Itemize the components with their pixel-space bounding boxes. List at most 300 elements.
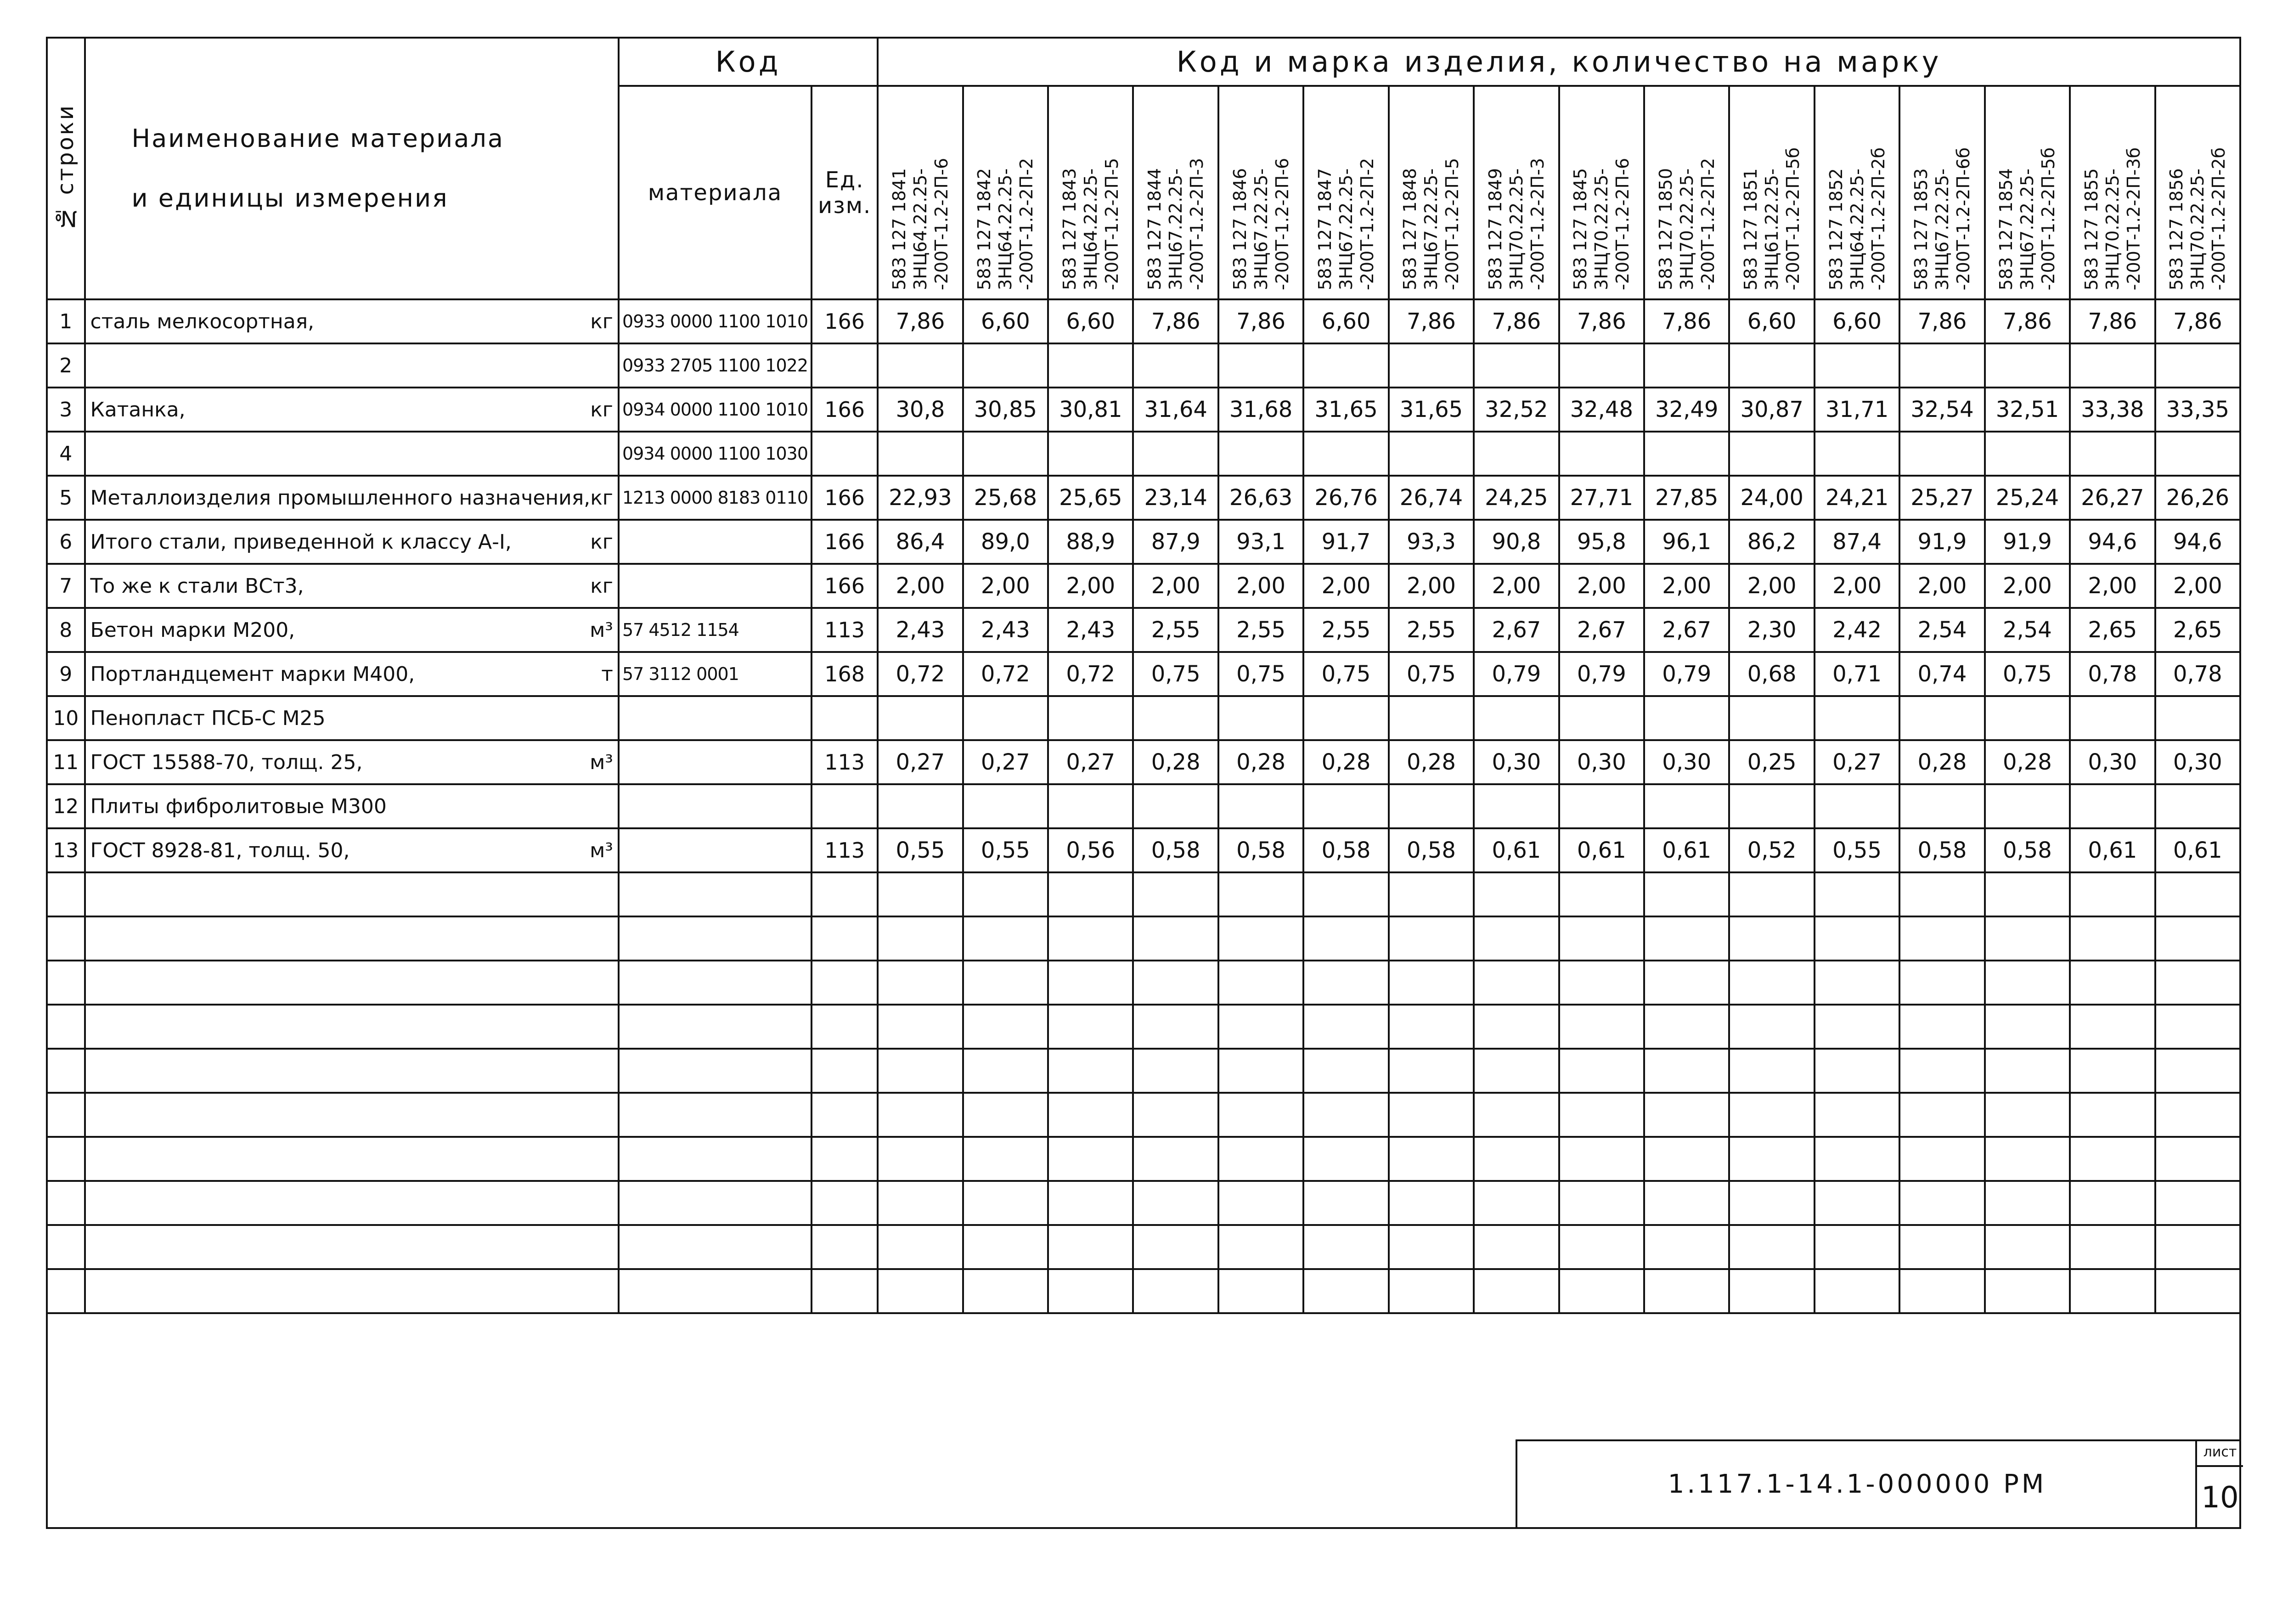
- quantity-cell: 91,7: [1303, 520, 1388, 564]
- quantity-cell: 26,74: [1389, 476, 1474, 520]
- materials-table: [46, 37, 2241, 1314]
- empty-cell: [1899, 1093, 1984, 1137]
- quantity-cell: 0,75: [1389, 652, 1474, 696]
- quantity-cell: [1048, 432, 1133, 476]
- empty-cell: [2155, 1225, 2240, 1269]
- empty-cell: [1303, 872, 1388, 916]
- empty-cell: [1729, 961, 1814, 1005]
- empty-cell: [1218, 916, 1303, 961]
- quantity-cell: 0,30: [1474, 740, 1559, 784]
- empty-row: [47, 1225, 2240, 1269]
- quantity-cell: 24,00: [1729, 476, 1814, 520]
- quantity-cell: 23,14: [1133, 476, 1218, 520]
- empty-cell: [1389, 961, 1474, 1005]
- empty-cell: [1048, 1137, 1133, 1181]
- row-number: 12: [47, 784, 85, 828]
- material-name-text: Бетон марки М200,: [90, 618, 295, 642]
- quantity-cell: 2,00: [1048, 564, 1133, 608]
- empty-row: [47, 872, 2240, 916]
- quantity-cell: [1729, 784, 1814, 828]
- empty-cell: [85, 1225, 619, 1269]
- empty-cell: [1048, 1225, 1133, 1269]
- empty-cell: [1218, 1269, 1303, 1313]
- table-row: [47, 740, 2240, 784]
- empty-cell: [1048, 872, 1133, 916]
- quantity-cell: 0,79: [1474, 652, 1559, 696]
- quantity-cell: 0,27: [1048, 740, 1133, 784]
- empty-cell: [1644, 961, 1729, 1005]
- quantity-cell: 7,86: [1899, 299, 1984, 343]
- material-name-text: сталь мелкосортная,: [90, 309, 315, 333]
- quantity-cell: 2,00: [1815, 564, 1899, 608]
- quantity-cell: 2,43: [878, 608, 963, 652]
- empty-cell: [1815, 1049, 1899, 1093]
- product-column-header: 583 127 1851 3НЦ61.22.25- -200Т-1.2-2П-5б: [1729, 86, 1814, 299]
- quantity-cell: [1985, 784, 2070, 828]
- title-block: [1516, 1439, 2241, 1529]
- empty-cell: [619, 1181, 812, 1225]
- quantity-cell: 0,58: [1218, 828, 1303, 872]
- quantity-cell: 2,00: [963, 564, 1048, 608]
- empty-cell: [619, 1269, 812, 1313]
- empty-cell: [1218, 1093, 1303, 1137]
- empty-cell: [1048, 1269, 1133, 1313]
- empty-cell: [619, 1093, 812, 1137]
- quantity-cell: 2,00: [878, 564, 963, 608]
- quantity-cell: 93,1: [1218, 520, 1303, 564]
- empty-cell: [2070, 872, 2155, 916]
- quantity-cell: 0,55: [1815, 828, 1899, 872]
- empty-cell: [1474, 872, 1559, 916]
- quantity-cell: 7,86: [1133, 299, 1218, 343]
- quantity-cell: 2,55: [1389, 608, 1474, 652]
- quantity-cell: 7,86: [2070, 299, 2155, 343]
- empty-cell: [1559, 916, 1644, 961]
- quantity-cell: 0,74: [1899, 652, 1984, 696]
- empty-cell: [1303, 1137, 1388, 1181]
- empty-cell: [963, 1225, 1048, 1269]
- product-column-header: 583 127 1850 3НЦ70.22.25- -200Т-1.2-2П-2: [1644, 86, 1729, 299]
- empty-cell: [85, 1269, 619, 1313]
- unit-code: 166: [812, 388, 878, 432]
- empty-cell: [1303, 1093, 1388, 1137]
- material-code: [619, 828, 812, 872]
- empty-cell: [619, 1225, 812, 1269]
- quantity-cell: 0,72: [1048, 652, 1133, 696]
- quantity-cell: 2,00: [1389, 564, 1474, 608]
- empty-cell: [1815, 1137, 1899, 1181]
- empty-cell: [1389, 1005, 1474, 1049]
- quantity-cell: [1303, 784, 1388, 828]
- quantity-cell: 0,28: [1218, 740, 1303, 784]
- empty-cell: [85, 1137, 619, 1181]
- empty-cell: [1559, 1093, 1644, 1137]
- quantity-cell: 0,75: [1133, 652, 1218, 696]
- quantity-cell: 0,30: [1559, 740, 1644, 784]
- empty-cell: [812, 1049, 878, 1093]
- unit-symbol: т: [601, 662, 613, 686]
- empty-cell: [1133, 1225, 1218, 1269]
- quantity-cell: [1474, 343, 1559, 388]
- quantity-cell: 0,58: [1899, 828, 1984, 872]
- empty-cell: [1218, 1225, 1303, 1269]
- quantity-cell: [1644, 696, 1729, 740]
- empty-cell: [1048, 1093, 1133, 1137]
- quantity-cell: 90,8: [1474, 520, 1559, 564]
- quantity-cell: 7,86: [1474, 299, 1559, 343]
- quantity-cell: [1815, 432, 1899, 476]
- header-row-number: № строки: [47, 38, 85, 299]
- quantity-cell: [1389, 343, 1474, 388]
- empty-cell: [812, 1137, 878, 1181]
- empty-cell: [85, 1005, 619, 1049]
- quantity-cell: 2,00: [1474, 564, 1559, 608]
- empty-cell: [812, 1225, 878, 1269]
- quantity-cell: 0,58: [1389, 828, 1474, 872]
- unit-symbol: кг: [590, 530, 613, 554]
- empty-cell: [47, 1225, 85, 1269]
- quantity-cell: [1559, 432, 1644, 476]
- empty-cell: [2155, 1005, 2240, 1049]
- empty-cell: [1048, 1181, 1133, 1225]
- quantity-cell: 32,54: [1899, 388, 1984, 432]
- empty-cell: [1644, 1005, 1729, 1049]
- quantity-cell: [963, 784, 1048, 828]
- product-column-header: 583 127 1846 3НЦ67.22.25- -200Т-1.2-2П-6: [1218, 86, 1303, 299]
- empty-cell: [1389, 872, 1474, 916]
- quantity-cell: [1899, 343, 1984, 388]
- empty-cell: [2070, 916, 2155, 961]
- quantity-cell: [2155, 432, 2240, 476]
- quantity-cell: [1729, 696, 1814, 740]
- quantity-cell: [1899, 696, 1984, 740]
- quantity-cell: 2,43: [963, 608, 1048, 652]
- unit-symbol: кг: [590, 398, 613, 421]
- empty-cell: [1389, 1225, 1474, 1269]
- quantity-cell: 87,4: [1815, 520, 1899, 564]
- quantity-cell: 0,55: [963, 828, 1048, 872]
- quantity-cell: 26,63: [1218, 476, 1303, 520]
- quantity-cell: [1218, 432, 1303, 476]
- quantity-cell: 0,79: [1644, 652, 1729, 696]
- quantity-cell: 2,00: [1729, 564, 1814, 608]
- quantity-cell: 26,27: [2070, 476, 2155, 520]
- empty-cell: [1985, 1269, 2070, 1313]
- empty-cell: [1985, 1225, 2070, 1269]
- quantity-cell: [1218, 784, 1303, 828]
- quantity-cell: 25,68: [963, 476, 1048, 520]
- empty-cell: [1985, 1137, 2070, 1181]
- quantity-cell: 0,28: [1899, 740, 1984, 784]
- empty-cell: [812, 872, 878, 916]
- empty-cell: [1389, 1093, 1474, 1137]
- table-row: [47, 608, 2240, 652]
- material-code: 57 3112 0001: [619, 652, 812, 696]
- empty-cell: [2155, 1269, 2240, 1313]
- quantity-cell: [1474, 784, 1559, 828]
- quantity-cell: 2,55: [1303, 608, 1388, 652]
- quantity-cell: [2155, 696, 2240, 740]
- quantity-cell: [1303, 343, 1388, 388]
- table-row: [47, 696, 2240, 740]
- empty-cell: [878, 961, 963, 1005]
- quantity-cell: 2,30: [1729, 608, 1814, 652]
- quantity-cell: [1389, 696, 1474, 740]
- quantity-cell: 32,52: [1474, 388, 1559, 432]
- empty-cell: [47, 1269, 85, 1313]
- quantity-cell: 0,28: [1303, 740, 1388, 784]
- quantity-cell: [1899, 432, 1984, 476]
- empty-cell: [85, 1093, 619, 1137]
- empty-cell: [1644, 1137, 1729, 1181]
- row-number: 1: [47, 299, 85, 343]
- quantity-cell: [1048, 696, 1133, 740]
- material-name: [85, 652, 619, 696]
- quantity-cell: 2,42: [1815, 608, 1899, 652]
- empty-cell: [1899, 872, 1984, 916]
- empty-cell: [619, 1005, 812, 1049]
- empty-cell: [1815, 1093, 1899, 1137]
- unit-symbol: м³: [590, 618, 613, 642]
- empty-cell: [963, 1269, 1048, 1313]
- empty-cell: [1985, 1093, 2070, 1137]
- unit-code: [812, 696, 878, 740]
- empty-cell: [963, 1181, 1048, 1225]
- material-name-text: ГОСТ 8928-81, толщ. 50,: [90, 838, 350, 862]
- material-name: [85, 696, 619, 740]
- empty-cell: [878, 1225, 963, 1269]
- unit-code: 166: [812, 299, 878, 343]
- material-name: [85, 828, 619, 872]
- unit-symbol: кг: [590, 486, 613, 510]
- empty-row: [47, 961, 2240, 1005]
- product-column-header: 583 127 1843 3НЦ64.22.25- -200Т-1.2-2П-5: [1048, 86, 1133, 299]
- empty-cell: [2070, 961, 2155, 1005]
- quantity-cell: 7,86: [1644, 299, 1729, 343]
- quantity-cell: [878, 784, 963, 828]
- unit-code: [812, 432, 878, 476]
- material-code: 0933 2705 1100 1022: [619, 343, 812, 388]
- quantity-cell: 0,56: [1048, 828, 1133, 872]
- quantity-cell: 0,61: [1559, 828, 1644, 872]
- quantity-cell: 0,27: [1815, 740, 1899, 784]
- empty-cell: [1899, 1181, 1984, 1225]
- empty-cell: [1729, 1093, 1814, 1137]
- empty-cell: [1644, 1093, 1729, 1137]
- empty-cell: [1729, 1181, 1814, 1225]
- empty-cell: [1133, 1181, 1218, 1225]
- material-code: [619, 696, 812, 740]
- quantity-cell: [2070, 696, 2155, 740]
- document-code: 1.117.1-14.1-000000 РМ: [1516, 1439, 2197, 1529]
- product-column-header: 583 127 1848 3НЦ67.22.25- -200Т-1.2-2П-5: [1389, 86, 1474, 299]
- quantity-cell: 91,9: [1985, 520, 2070, 564]
- table-row: [47, 564, 2240, 608]
- empty-cell: [1729, 1005, 1814, 1049]
- quantity-cell: 0,30: [1644, 740, 1729, 784]
- empty-cell: [47, 1049, 85, 1093]
- row-number: 2: [47, 343, 85, 388]
- empty-cell: [1644, 1181, 1729, 1225]
- unit-symbol: м³: [590, 750, 613, 774]
- empty-cell: [1303, 1269, 1388, 1313]
- quantity-cell: [1729, 432, 1814, 476]
- empty-cell: [1048, 961, 1133, 1005]
- quantity-cell: 0,71: [1815, 652, 1899, 696]
- quantity-cell: 6,60: [963, 299, 1048, 343]
- product-column-header: 583 127 1841 3НЦ64.22.25- -200Т-1.2-2П-6: [878, 86, 963, 299]
- material-name: [85, 740, 619, 784]
- empty-cell: [85, 1181, 619, 1225]
- empty-cell: [1474, 1225, 1559, 1269]
- unit-symbol: кг: [590, 574, 613, 598]
- material-name: [85, 343, 619, 388]
- material-code: 0934 0000 1100 1010: [619, 388, 812, 432]
- empty-cell: [1474, 1005, 1559, 1049]
- quantity-cell: 30,8: [878, 388, 963, 432]
- empty-cell: [812, 1093, 878, 1137]
- empty-cell: [812, 1181, 878, 1225]
- quantity-cell: 27,71: [1559, 476, 1644, 520]
- header-code: Код: [619, 38, 878, 86]
- quantity-cell: [1985, 696, 2070, 740]
- quantity-cell: 6,60: [1815, 299, 1899, 343]
- material-name: [85, 608, 619, 652]
- empty-cell: [1815, 961, 1899, 1005]
- empty-row: [47, 1093, 2240, 1137]
- product-column-header: 583 127 1844 3НЦ67.22.25- -200Т-1.2-2П-3: [1133, 86, 1218, 299]
- empty-cell: [1899, 916, 1984, 961]
- empty-cell: [619, 1049, 812, 1093]
- empty-cell: [1815, 1181, 1899, 1225]
- quantity-cell: 0,78: [2155, 652, 2240, 696]
- quantity-cell: 26,76: [1303, 476, 1388, 520]
- empty-cell: [878, 1181, 963, 1225]
- empty-cell: [2155, 1093, 2240, 1137]
- empty-cell: [1729, 1269, 1814, 1313]
- unit-code: [812, 343, 878, 388]
- empty-cell: [2070, 1049, 2155, 1093]
- empty-cell: [2070, 1005, 2155, 1049]
- empty-cell: [963, 1005, 1048, 1049]
- material-code: [619, 520, 812, 564]
- quantity-cell: 2,55: [1133, 608, 1218, 652]
- quantity-cell: 2,00: [1899, 564, 1984, 608]
- empty-cell: [1133, 1093, 1218, 1137]
- empty-cell: [47, 1137, 85, 1181]
- empty-cell: [963, 1049, 1048, 1093]
- unit-symbol: м³: [590, 838, 613, 862]
- quantity-cell: 2,00: [1559, 564, 1644, 608]
- empty-cell: [1389, 1181, 1474, 1225]
- empty-cell: [1474, 1137, 1559, 1181]
- quantity-cell: [1559, 696, 1644, 740]
- quantity-cell: 6,60: [1048, 299, 1133, 343]
- product-column-header: 583 127 1842 3НЦ64.22.25- -200Т-1.2-2П-2: [963, 86, 1048, 299]
- quantity-cell: 30,81: [1048, 388, 1133, 432]
- empty-cell: [1218, 1137, 1303, 1181]
- quantity-cell: [963, 432, 1048, 476]
- quantity-cell: 95,8: [1559, 520, 1644, 564]
- quantity-cell: 0,30: [2155, 740, 2240, 784]
- empty-cell: [47, 916, 85, 961]
- quantity-cell: 27,85: [1644, 476, 1729, 520]
- empty-cell: [1303, 1225, 1388, 1269]
- empty-cell: [963, 872, 1048, 916]
- unit-symbol: кг: [590, 309, 613, 333]
- table-row: [47, 784, 2240, 828]
- quantity-cell: 2,54: [1985, 608, 2070, 652]
- empty-row: [47, 1269, 2240, 1313]
- quantity-cell: 7,86: [878, 299, 963, 343]
- table-row: [47, 828, 2240, 872]
- product-column-header: 583 127 1853 3НЦ67.22.25- -200Т-1.2-2П-6б: [1899, 86, 1984, 299]
- empty-cell: [85, 916, 619, 961]
- empty-cell: [878, 1049, 963, 1093]
- empty-cell: [1899, 1049, 1984, 1093]
- quantity-cell: 2,65: [2070, 608, 2155, 652]
- quantity-cell: 0,79: [1559, 652, 1644, 696]
- quantity-cell: [1133, 343, 1218, 388]
- quantity-cell: [1559, 343, 1644, 388]
- sheet-label: лист: [2197, 1439, 2243, 1467]
- quantity-cell: [2070, 432, 2155, 476]
- empty-row: [47, 916, 2240, 961]
- empty-row: [47, 1049, 2240, 1093]
- header-material-name: Наименование материала и единицы измерения: [85, 38, 619, 299]
- row-number: 3: [47, 388, 85, 432]
- unit-code: 113: [812, 828, 878, 872]
- unit-code: 166: [812, 520, 878, 564]
- empty-cell: [878, 1269, 963, 1313]
- empty-cell: [85, 961, 619, 1005]
- quantity-cell: 24,21: [1815, 476, 1899, 520]
- quantity-cell: 0,68: [1729, 652, 1814, 696]
- empty-cell: [1644, 1225, 1729, 1269]
- quantity-cell: [1815, 696, 1899, 740]
- quantity-cell: 2,54: [1899, 608, 1984, 652]
- quantity-cell: 0,61: [1644, 828, 1729, 872]
- empty-cell: [2070, 1269, 2155, 1313]
- quantity-cell: 0,58: [1303, 828, 1388, 872]
- quantity-cell: 26,26: [2155, 476, 2240, 520]
- empty-row: [47, 1005, 2240, 1049]
- empty-cell: [2155, 872, 2240, 916]
- empty-cell: [1815, 1005, 1899, 1049]
- empty-cell: [2155, 1181, 2240, 1225]
- quantity-cell: 7,86: [1389, 299, 1474, 343]
- quantity-cell: 0,75: [1218, 652, 1303, 696]
- empty-cell: [1474, 961, 1559, 1005]
- quantity-cell: 0,30: [2070, 740, 2155, 784]
- material-name-text: ГОСТ 15588-70, толщ. 25,: [90, 750, 363, 774]
- product-column-header: 583 127 1845 3НЦ70.22.25- -200Т-1.2-2П-6: [1559, 86, 1644, 299]
- quantity-cell: 25,65: [1048, 476, 1133, 520]
- empty-cell: [1389, 1049, 1474, 1093]
- quantity-cell: 25,27: [1899, 476, 1984, 520]
- material-code: 1213 0000 8183 0110: [619, 476, 812, 520]
- quantity-cell: 2,43: [1048, 608, 1133, 652]
- product-column-header: 583 127 1852 3НЦ64.22.25- -200Т-1.2-2П-2б: [1815, 86, 1899, 299]
- quantity-cell: [1389, 432, 1474, 476]
- material-name-text: Плиты фибролитовые М300: [90, 794, 387, 818]
- empty-cell: [1559, 1269, 1644, 1313]
- unit-code: 168: [812, 652, 878, 696]
- quantity-cell: [878, 696, 963, 740]
- quantity-cell: 6,60: [1729, 299, 1814, 343]
- quantity-cell: [1815, 784, 1899, 828]
- material-code: [619, 564, 812, 608]
